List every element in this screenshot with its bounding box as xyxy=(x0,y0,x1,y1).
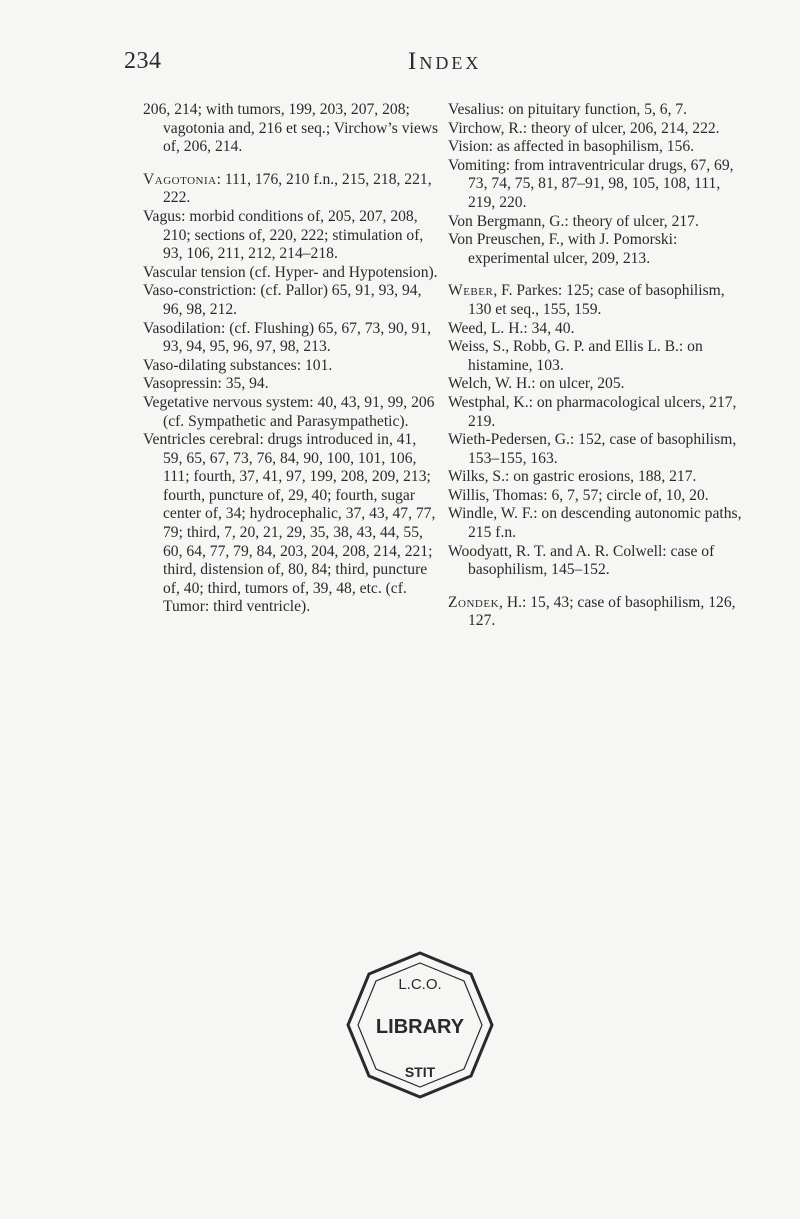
index-entry xyxy=(143,375,439,394)
index-entry xyxy=(448,320,749,339)
index-entry xyxy=(143,320,439,357)
index-entry xyxy=(143,264,439,283)
index-entry-text: Willis, Thomas: 6, 7, 57; circle of, 10, 20. xyxy=(448,486,709,504)
index-entry xyxy=(143,431,439,617)
index-entry-text: Westphal, K.: on pharmacological ulcers, 217, 219. xyxy=(448,393,737,430)
index-entry-text: , H.: 15, 43; case of basophilism, 126, 127. xyxy=(468,593,736,630)
stamp-top-text: L.C.O. xyxy=(398,976,442,993)
index-entry-text: Wieth-Pedersen, G.: 152, case of basophilism, 153–155, 163. xyxy=(448,431,737,467)
index-entry-text: Weed, L. H.: 34, 40. xyxy=(448,319,575,337)
index-entry xyxy=(448,394,749,431)
index-entry xyxy=(448,138,749,157)
index-entry xyxy=(448,213,749,232)
index-entry xyxy=(448,431,749,468)
index-entry-text: Von Preuschen, F., with J. Pomorski: experimental ulcer, 209, 213. xyxy=(448,231,678,267)
page-header xyxy=(0,48,800,88)
entry-gap xyxy=(448,580,749,594)
index-entry-text: Von Bergmann, G.: theory of ulcer, 217. xyxy=(448,212,699,230)
index-entry xyxy=(448,543,749,580)
index-entry-text: Windle, W. F.: on descending autonomic paths, 215 f.n. xyxy=(448,505,742,542)
index-entry xyxy=(448,375,749,394)
page-number: 234 xyxy=(124,48,162,74)
index-entry xyxy=(448,282,749,319)
index-entry xyxy=(448,101,749,120)
index-entry xyxy=(448,231,749,268)
running-head: Index xyxy=(408,48,482,75)
index-entry-text: Vaso-constriction: (cf. Pallor) 65, 91, 93, 94, 96, 98, 212. xyxy=(143,282,422,318)
index-entry-text: Weiss, S., Robb, G. P. and Ellis L. B.: on histamine, 103. xyxy=(448,338,703,374)
library-stamp-graphic xyxy=(340,945,500,1105)
index-entry xyxy=(448,338,749,375)
index-entry-lead: Vagotonia xyxy=(143,170,217,188)
index-entry-text: Vasopressin: 35, 94. xyxy=(143,375,269,393)
library-stamp xyxy=(340,945,500,1105)
entry-gap xyxy=(143,157,439,171)
index-entry-text: Vasodilation: (cf. Flushing) 65, 67, 73, 90, 91, 93, 94, 95, 96, 97, 98, 213. xyxy=(143,319,432,356)
index-entry-text: , F. Parkes: 125; case of basophilism, 130 et seq., 155, 159. xyxy=(468,282,725,318)
index-entry-text: Vision: as affected in basophilism, 156. xyxy=(448,138,695,156)
stamp-label: LIBRARY xyxy=(375,1016,465,1038)
index-entry xyxy=(448,505,749,542)
index-entry xyxy=(448,487,749,506)
index-entry xyxy=(143,394,439,431)
index-entry-text: 206, 214; with tumors, 199, 203, 207, 208; vagotonia and, 216 et seq.; Virchow’s views of, 206, 214. xyxy=(143,101,439,156)
index-entry-text: Vesalius: on pituitary function, 5, 6, 7. xyxy=(448,101,688,118)
index-entry-text: Vaso-dilating substances: 101. xyxy=(143,356,333,374)
index-entry xyxy=(143,208,439,264)
index-entry-text: Vagus: morbid conditions of, 205, 207, 208, 210; sections of, 220, 222; stimulation of, 93, 106, 211, 212, 214–218. xyxy=(143,207,424,263)
index-entry-lead: Weber xyxy=(448,282,494,300)
index-entry-text: Vomiting: from intraventricular drugs, 67, 69, 73, 74, 75, 81, 87–91, 98, 105, 108, 111, 219, 220. xyxy=(448,156,734,211)
index-entry-lead: Zondek xyxy=(448,593,500,611)
entry-gap xyxy=(448,268,749,282)
index-entry xyxy=(448,120,749,139)
index-entry xyxy=(143,357,439,376)
index-column-left xyxy=(143,101,439,617)
index-entry xyxy=(448,594,749,631)
index-entry-text: Ventricles cerebral: drugs introduced in, 41, 59, 65, 67, 73, 76, 84, 90, 100, 101, 106, 111; fourth, 37, 41, 97, 199, 208, 209, 213; fourth, puncture of, 29, 40; fourth, sugar center of, 34; hydrocephalic, 37, 43, 47, 77, 79; third, 7, 20, 21, 29, 35, 38, 43, 44, 55, 60, 64, 77, 79, 84, 203, 204, 208, 214, 221; third, distension of, 80, 84; third, puncture of, 40; third, tumors of, 39, 48, etc. (cf. Tumor: third ventricle). xyxy=(143,431,436,616)
index-entry-text: Virchow, R.: theory of ulcer, 206, 214, 222. xyxy=(448,119,720,137)
index-entry xyxy=(143,171,439,208)
index-column-right xyxy=(448,101,749,631)
index-entry xyxy=(448,468,749,487)
index-entry-text: Wilks, S.: on gastric erosions, 188, 217. xyxy=(448,468,697,486)
index-entry-text: Vascular tension (cf. Hyper- and Hypotension). xyxy=(143,263,438,281)
index-entry xyxy=(143,282,439,319)
index-entry xyxy=(448,157,749,213)
index-entry-text: Vegetative nervous system: 40, 43, 91, 99, 206 (cf. Sympathetic and Parasympathetic). xyxy=(143,393,435,430)
stamp-bottom-text: STIT xyxy=(404,1064,436,1080)
index-entry-text: Welch, W. H.: on ulcer, 205. xyxy=(448,375,625,393)
index-entry-text: : 111, 176, 210 f.n., 215, 218, 221, 222. xyxy=(163,170,432,207)
index-entry-text: Woodyatt, R. T. and A. R. Colwell: case of basophilism, 145–152. xyxy=(448,542,715,579)
index-entry xyxy=(143,101,439,157)
